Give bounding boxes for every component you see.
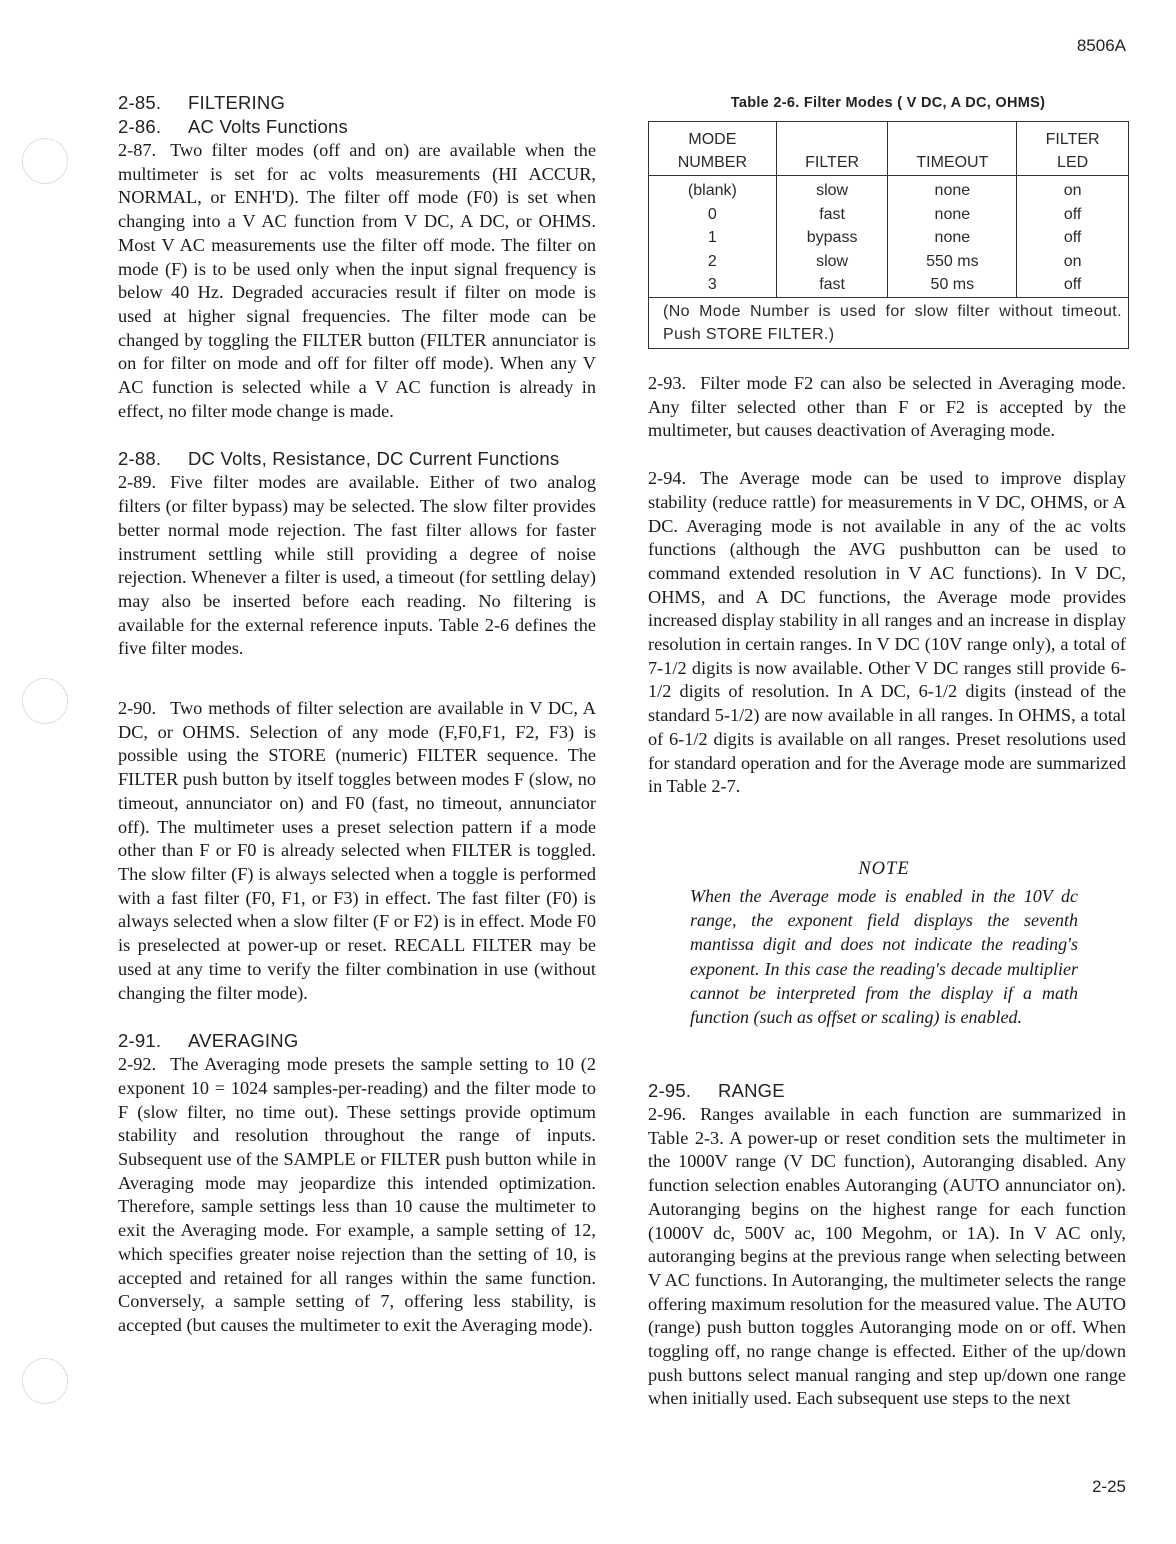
section-number: 2-91. xyxy=(118,1030,162,1052)
paragraph-text: The Averaging mode presets the sample setting to 10 (2 exponent 10 = 1024 samples-per-reading) and the filter mode to F (slow filter, no time out). These settings provide optimum stability and resolution throughout the range of inputs. Subsequent use of the SAMPLE or FILTER push button while in Averaging mode may jeopardize this intended optimization. Therefore, sample settings less than 10 cause the multimeter to exit the Averaging mode. For example, a sample setting of 12, which specifies greater noise rejection than the setting of 10, is accepted and retained for all ranges within the same function. Conversely, a sample setting of 7, offering less stability, is accepted (but causes the multimeter to exit the Averaging mode). xyxy=(118,1054,596,1335)
paragraph-2-96 xyxy=(648,1103,1126,1411)
paragraph-number: 2-96. xyxy=(648,1104,687,1124)
cell-timeout: 50 ms xyxy=(888,273,1017,297)
cell-filter-led: on xyxy=(1017,176,1129,203)
paragraph-number: 2-90. xyxy=(118,698,157,719)
right-column xyxy=(648,372,1126,799)
cell-filter: bypass xyxy=(776,226,888,250)
table-row xyxy=(649,273,1129,297)
section-number: 2-95. xyxy=(648,1080,692,1101)
cell-filter: slow xyxy=(776,250,888,274)
paragraph-2-90 xyxy=(118,697,596,1005)
cell-filter: slow xyxy=(776,176,888,203)
right-column-lower xyxy=(648,1079,1126,1411)
section-heading-ac-volts xyxy=(118,115,596,139)
table-header-row xyxy=(649,122,1129,176)
column-header-mode-number: MODE NUMBER xyxy=(649,122,777,176)
note-block xyxy=(690,856,1078,1029)
cell-timeout: 550 ms xyxy=(888,250,1017,274)
table-row xyxy=(649,226,1129,250)
paragraph-text: The Average mode can be used to improve display stability (reduce rattle) for measurements in V DC, OHMS, or A DC. Averaging mode is not available in any of the ac volts functions (although the AVG pushbutton can be used to command extended resolution in V AC functions). In V DC, OHMS, and A DC functions, the Average mode provides increased display stability in all ranges and an increase in display resolution in certain ranges. In V DC (10V range only), a total of 7-1/2 digits is now available. Other V DC ranges still provide 6-1/2 digits of resolution. In A DC, 6-1/2 digits (instead of the standard 5-1/2) are now available in all ranges. In OHMS, a total of 6-1/2 digits is available on all ranges. Preset resolutions used for standard operation and for the Average mode are summarized in Table 2-7. xyxy=(648,468,1126,797)
section-title: FILTERING xyxy=(188,92,286,113)
filter-modes-table xyxy=(648,121,1129,349)
section-heading-filtering xyxy=(118,91,596,115)
cell-mode-number: 3 xyxy=(649,273,777,297)
cell-timeout: none xyxy=(888,176,1017,203)
table-footnote-row xyxy=(649,297,1129,348)
cell-filter: fast xyxy=(776,203,888,227)
paragraph-text: Two methods of filter selection are available in V DC, A DC, or OHMS. Selection of any mode (F,F0,F1, F2, F3) is possible using the STORE (numeric) FILTER sequence. The FILTER push button by itself toggles between modes F (slow, no timeout, annunciator on) and F0 (fast, no timeout, annunciator off). The multimeter uses a preset selection pattern if a mode other than F or F0 is already selected when FILTER is toggled. The slow filter (F) is always selected when a toggle is performed with a fast filter (F0, F1, or F3) in effect. The fast filter (F0) is always selected when a slow filter (F or F2) is in effect. Mode F0 is preselected at power-up or reset. RECALL FILTER may be used at any time to verify the filter combination in use (without changing the filter mode). xyxy=(118,698,596,1003)
section-heading-range xyxy=(648,1079,1126,1103)
column-header-filter-led: FILTER LED xyxy=(1017,122,1129,176)
left-column xyxy=(118,91,596,1338)
section-heading-dc-functions xyxy=(118,447,596,471)
cell-filter-led: off xyxy=(1017,273,1129,297)
paragraph-2-94 xyxy=(648,467,1126,799)
table-row xyxy=(649,203,1129,227)
document-id: 8506A xyxy=(1076,36,1126,55)
cell-timeout: none xyxy=(888,226,1017,250)
section-title: AC Volts Functions xyxy=(188,116,348,137)
table-footnote: (No Mode Number is used for slow filter without timeout. Push STORE FILTER.) xyxy=(649,297,1129,348)
paragraph-text: Filter mode F2 can also be selected in Averaging mode. Any filter selected other than F or F2 is accepted by the multimeter, but causes deactivation of Averaging mode. xyxy=(648,373,1126,441)
cell-filter-led: off xyxy=(1017,203,1129,227)
punch-hole-middle xyxy=(22,678,68,724)
paragraph-number: 2-94. xyxy=(648,468,687,489)
section-title: DC Volts, Resistance, DC Current Functions xyxy=(188,448,560,470)
table-row xyxy=(649,250,1129,274)
paragraph-text: Two filter modes (off and on) are available when the multimeter is set for ac volts measurements (HI ACCUR, NORMAL, or ENH'D). The filter off mode (F0) is set when changing into a V AC function from V DC, A DC, or OHMS. Most V AC measurements use the filter off mode. The filter on mode (F) is to be used only when the input signal frequency is below 40 Hz. Degraded accuracies result if filter on mode is used at higher signal frequencies. The filter mode can be changed by toggling the FILTER button (FILTER annunciator is on for filter on mode and off for filter off mode). When any V AC function is selected while a V AC function is already in effect, no filter mode change is made. xyxy=(118,140,596,421)
column-header-timeout: TIMEOUT xyxy=(888,122,1017,176)
cell-mode-number: 2 xyxy=(649,250,777,274)
cell-mode-number: 1 xyxy=(649,226,777,250)
paragraph-number: 2-87. xyxy=(118,140,157,160)
note-text: When the Average mode is enabled in the 10V dc range, the exponent field displays the seventh mantissa digit and does not indicate the reading's exponent. In this case the reading's decade multiplier cannot be interpreted from the display if a math function (such as offset or scaling) is enabled. xyxy=(690,886,1078,1028)
table-title: Table 2-6. Filter Modes ( V DC, A DC, OHMS) xyxy=(730,95,1046,111)
column-header-filter: FILTER xyxy=(776,122,888,176)
cell-mode-number: (blank) xyxy=(649,176,777,203)
section-title: RANGE xyxy=(718,1080,785,1101)
cell-mode-number: 0 xyxy=(649,203,777,227)
punch-hole-top xyxy=(22,138,68,184)
paragraph-2-87 xyxy=(118,139,596,423)
cell-filter: fast xyxy=(776,273,888,297)
paragraph-number: 2-92. xyxy=(118,1054,157,1075)
paragraph-text: Ranges available in each function are summarized in Table 2-3. A power-up or reset condition sets the multimeter in the 1000V range (V DC function), Autoranging disabled. Any function selection enables Autoranging (AUTO annunciator on). Autoranging begins on the highest range for each function (1000V dc, 500V ac, 100 Megohm, or 1A). In V AC only, autoranging begins at the previous range when selecting between V AC functions. In Autoranging, the multimeter selects the range offering maximum resolution for the measured value. The AUTO (range) push button toggles Autoranging mode on or off. When toggling off, no range change is effected. Either of the up/down push buttons select manual ranging and step up/down one range when initially used. Each subsequent use steps to the next xyxy=(648,1104,1126,1409)
cell-filter-led: off xyxy=(1017,226,1129,250)
note-heading: NOTE xyxy=(858,859,910,879)
cell-timeout: none xyxy=(888,203,1017,227)
section-heading-averaging xyxy=(118,1029,596,1053)
section-title: AVERAGING xyxy=(188,1030,299,1052)
paragraph-2-92 xyxy=(118,1053,596,1337)
paragraph-2-93 xyxy=(648,372,1126,443)
paragraph-number: 2-93. xyxy=(648,373,687,393)
section-number: 2-85. xyxy=(118,92,162,113)
paragraph-text: Five filter modes are available. Either of two analog filters (or filter bypass) may be selected. The slow filter provides better normal mode rejection. The fast filter allows for faster instrument settling while still providing a degree of noise rejection. Whenever a filter is used, a timeout (for settling delay) may also be inserted before each reading. No filtering is available for the external reference inputs. Table 2-6 defines the five filter modes. xyxy=(118,472,596,659)
page-number: 2-25 xyxy=(1091,1477,1126,1496)
punch-hole-bottom xyxy=(22,1358,68,1404)
paragraph-number: 2-89. xyxy=(118,472,157,493)
section-number: 2-88. xyxy=(118,448,162,470)
paragraph-2-89 xyxy=(118,471,596,661)
cell-filter-led: on xyxy=(1017,250,1129,274)
table-row xyxy=(649,176,1129,203)
section-number: 2-86. xyxy=(118,116,162,137)
